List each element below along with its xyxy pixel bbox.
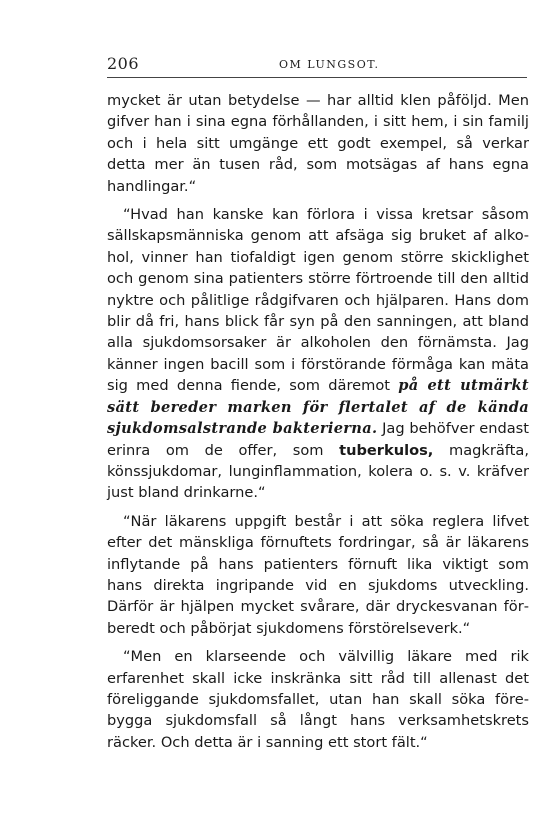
paragraph-2: [107, 204, 529, 504]
paragraph-2-end: magkräfta, könssjukdomar, lunginflammation, kolera o. s. v. kräfver just bland drinkarne.“: [107, 441, 529, 502]
paragraph-3: “När läkarens uppgift består i att söka reglera lifvet efter det mänskliga förnuftets fordringar, så är läkarens inflytande på hans patienters förnuft lika viktigt som hans direkta ingripande vid en sjukdoms utveckling. Därför är hjälpen mycket svårare, där dryckesvanan förberedt och påbörjat sjukdomens förstörelseverk.“: [107, 512, 529, 637]
paragraph-2-middle: Jag behöfver endast erinra om de offer, som: [107, 420, 529, 459]
page-header: [107, 54, 527, 76]
paragraph-4: “Men en klarseende och välvillig läkare med rik erfarenhet skall icke inskränka sitt råd till allenast det föreliggande sjukdomsfallet, utan han skall söka förebygga sjukdomsfall så långt hans verksamhetskrets räcker. Och detta är i sanning ett stort fält.“: [107, 648, 529, 751]
paragraph-1: mycket är utan betydelse — har alltid klen påföljd. Men gifver han i sina egna förhållanden, i sitt hem, i sin familj och i hela sitt umgänge ett godt exempel, så verkar detta mer än tusen råd, som motsägas af hans egna handlingar.“: [107, 92, 529, 195]
body-text: [107, 90, 529, 753]
page-number: 206: [107, 54, 140, 73]
paragraph-2-text: “Hvad han kanske kan förlora i vissa kretsar såsom sällskapsmänniska genom att afsäga sig bruket af alkohol, vinner han tiofaldigt igen genom större skicklighet och genom sina patienters större förtroende till den alltid nyktre och pålitlige rådgifvaren och hjälparen. Hans dom blir då fri, hans blick får syn på den sanningen, att bland alla sjukdomsorsaker är alkoholen den förnämsta. Jag känner ingen bacill som i förstörande förmåga kan mäta sig med denna fiende, som däremot: [107, 206, 529, 395]
header-rule: [107, 77, 527, 78]
running-head: OM LUNGSOT.: [279, 58, 380, 71]
emphasized-passage: på ett utmärkt sätt bereder marken för flertalet af de kända sjukdomsalstrande bakterierna.: [107, 377, 529, 438]
bold-term-tuberkulos: tuberkulos,: [339, 441, 434, 459]
